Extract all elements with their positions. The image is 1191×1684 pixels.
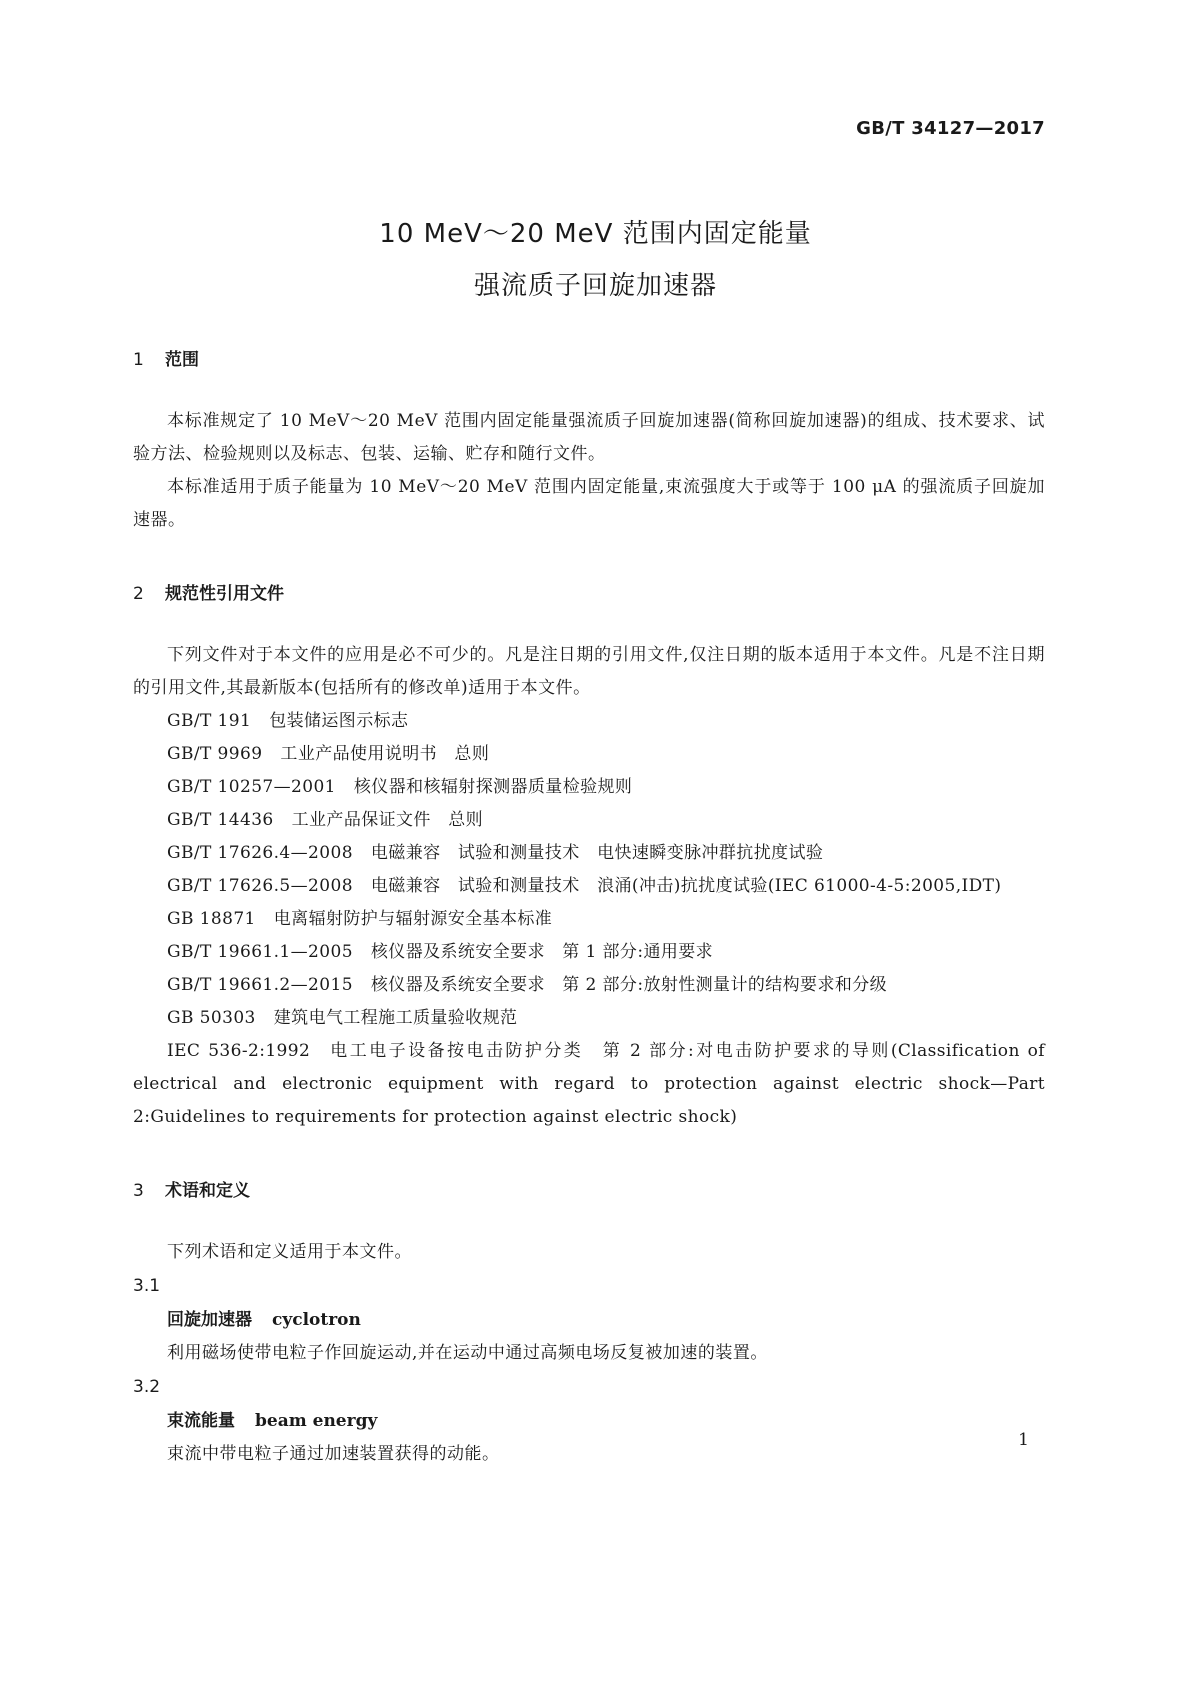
reference-code: GB/T 14436: [167, 810, 274, 830]
reference-code: GB/T 19661.2—2015: [167, 975, 353, 995]
standard-code: GB/T 34127—2017: [856, 118, 1045, 139]
reference-code: GB/T 17626.5—2008: [167, 876, 353, 896]
section-number: 1: [133, 350, 144, 370]
reference-code: GB 50303: [167, 1008, 256, 1028]
reference-item: [133, 903, 1045, 936]
document-title: [0, 208, 1191, 312]
section-title: 术语和定义: [165, 1181, 250, 1201]
section-title: 范围: [165, 350, 199, 370]
reference-code: GB/T 17626.4—2008: [167, 843, 353, 863]
reference-code: GB 18871: [167, 909, 256, 929]
section-number: 3: [133, 1181, 144, 1201]
reference-item: [133, 936, 1045, 969]
references-intro: 下列文件对于本文件的应用是必不可少的。凡是注日期的引用文件,仅注日期的版本适用于本文件。凡是不注日期的引用文件,其最新版本(包括所有的修改单)适用于本文件。: [133, 645, 1045, 698]
reference-title: 工业产品使用说明书 总则: [280, 744, 490, 764]
term-name: [133, 1404, 1045, 1438]
reference-title: 电磁兼容 试验和测量技术 浪涌(冲击)抗扰度试验(IEC 61000-4-5:2005,IDT): [370, 876, 1002, 896]
reference-title: 核仪器及系统安全要求 第 2 部分:放射性测量计的结构要求和分级: [370, 975, 888, 995]
section-heading-scope: [133, 343, 1045, 377]
reference-item: [133, 738, 1045, 771]
reference-code: GB/T 9969: [167, 744, 263, 764]
reference-item: [133, 1002, 1045, 1035]
term-name: [133, 1303, 1045, 1337]
term-name-cn: 束流能量: [167, 1411, 235, 1431]
term-number: 3.1: [133, 1276, 161, 1296]
reference-title: 电磁兼容 试验和测量技术 电快速瞬变脉冲群抗扰度试验: [370, 843, 824, 863]
reference-title: 建筑电气工程施工质量验收规范: [273, 1008, 518, 1028]
term-name-en: beam energy: [255, 1411, 378, 1431]
reference-item: [133, 804, 1045, 837]
reference-item: [133, 1035, 1045, 1134]
document-body: [133, 343, 1045, 1471]
reference-code: IEC 536-2:1992: [167, 1041, 311, 1061]
title-line-2: 强流质子回旋加速器: [473, 271, 717, 301]
reference-code: GB/T 10257—2001: [167, 777, 336, 797]
reference-title: 核仪器及系统安全要求 第 1 部分:通用要求: [370, 942, 714, 962]
reference-item: [133, 837, 1045, 870]
term-number: 3.2: [133, 1377, 161, 1397]
scope-paragraph-1: 本标准规定了 10 MeV～20 MeV 范围内固定能量强流质子回旋加速器(简称回旋加速器)的组成、技术要求、试验方法、检验规则以及标志、包装、运输、贮存和随行文件。: [133, 411, 1045, 464]
reference-item: [133, 870, 1045, 903]
reference-title: 电工电子设备按电击防护分类 第 2 部分:对电击防护要求的导则(Classification of electrical and electronic equipment with regard to protection against electric shock—Part 2:Guidelines to requirements for protection against electric shock): [133, 1041, 1045, 1127]
reference-item: [133, 705, 1045, 738]
page-number: 1: [1018, 1430, 1029, 1450]
term-name-cn: 回旋加速器: [167, 1310, 252, 1330]
scope-paragraph-2: 本标准适用于质子能量为 10 MeV～20 MeV 范围内固定能量,束流强度大于或等于 100 μA 的强流质子回旋加速器。: [133, 477, 1045, 530]
reference-code: GB/T 19661.1—2005: [167, 942, 353, 962]
reference-title: 包装储运图示标志: [269, 711, 409, 731]
section-title: 规范性引用文件: [165, 584, 284, 604]
terms-intro: 下列术语和定义适用于本文件。: [167, 1242, 412, 1262]
reference-item: [133, 771, 1045, 804]
reference-title: 电离辐射防护与辐射源安全基本标准: [273, 909, 553, 929]
reference-title: 工业产品保证文件 总则: [291, 810, 484, 830]
term-definition: 利用磁场使带电粒子作回旋运动,并在运动中通过高频电场反复被加速的装置。: [167, 1343, 768, 1363]
title-line-1: 10 MeV～20 MeV 范围内固定能量: [379, 219, 812, 249]
reference-item: [133, 969, 1045, 1002]
section-heading-terms: [133, 1174, 1045, 1208]
reference-code: GB/T 191: [167, 711, 252, 731]
term-name-en: cyclotron: [272, 1310, 361, 1330]
term-definition: 束流中带电粒子通过加速装置获得的动能。: [167, 1444, 500, 1464]
section-number: 2: [133, 584, 144, 604]
reference-title: 核仪器和核辐射探测器质量检验规则: [353, 777, 633, 797]
section-heading-references: [133, 577, 1045, 611]
